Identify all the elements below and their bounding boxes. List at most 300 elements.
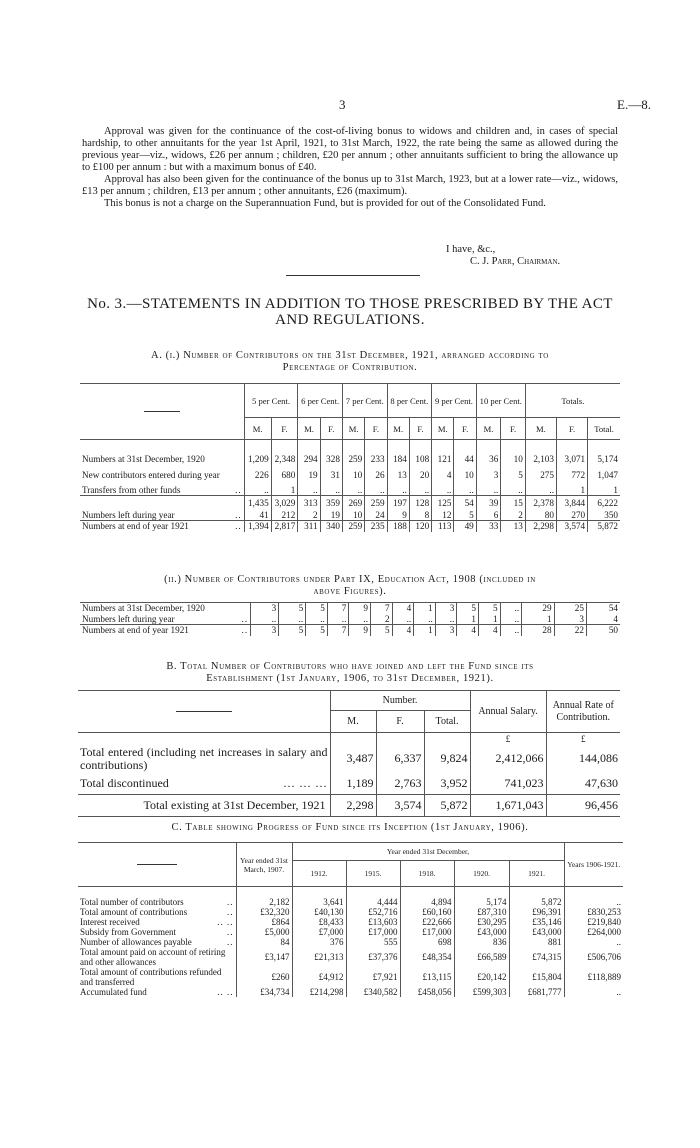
row-label: Total amount of contributions refunded and transferred — [80, 966, 222, 987]
table-row — [78, 937, 623, 947]
table-b-cell: 2,298 — [330, 795, 376, 817]
table-cell: £60,160 — [400, 907, 454, 917]
table-cell: £214,298 — [292, 987, 346, 997]
table-c-year-header: 1921. — [509, 861, 564, 887]
table-a2-caption-line1: (ii.) Number of Contributors under Part IX, Education Act, 1908 (included in — [164, 574, 536, 585]
table-cell: 26 — [365, 465, 387, 485]
table-cell: 340 — [320, 521, 342, 532]
table-cell: 188 — [387, 521, 409, 532]
table-b-caption — [82, 661, 618, 685]
intro-paragraph-1: Approval was given for the continuance of the cost-of-living bonus to widows and children and, in cases of special hardship, to other annuitants for the year 1st April, 1921, to 31st March, 1922, the rate being the same as allowed during the previous year—viz., widows, £26 per annum ; children, £20 per annum ; other annuitants sufficient to bring the allowance up to £100 per annum : but with a maximum bonus of £40. — [82, 126, 618, 173]
table-cell: £506,706 — [564, 947, 623, 967]
table-cell: .. — [279, 614, 306, 625]
table-cell: 1 — [271, 485, 298, 496]
table-cell: 19 — [320, 510, 342, 521]
table-cell: 1 — [457, 614, 479, 625]
table-a-sub: F. — [320, 418, 342, 440]
row-label: Numbers at 31st December, 1920 — [82, 454, 205, 464]
table-c — [78, 842, 623, 997]
table-row — [78, 927, 623, 937]
table-cell: 10 — [342, 465, 364, 485]
table-a-sub: M. — [387, 418, 409, 440]
row-label: Total amount paid on account of retiring and other allowances — [80, 946, 226, 967]
table-cell: .. — [414, 614, 436, 625]
table-cell: £7,000 — [292, 927, 346, 937]
intro-paragraph-3: This bonus is not a charge on the Superannuation Fund, but is provided for out of the Consolidated Fund. — [104, 198, 546, 209]
table-cell: .. — [435, 614, 457, 625]
row-label: Accumulated fund — [80, 986, 147, 997]
table-cell: £5,000 — [236, 927, 292, 937]
table-cell: 555 — [346, 937, 400, 947]
row-label-cell — [78, 937, 236, 947]
table-cell: 1,209 — [244, 454, 271, 465]
table-cell: 4,444 — [346, 897, 400, 907]
table-cell: £48,354 — [400, 947, 454, 967]
signature: C. J. Parr, Chairman. — [470, 256, 561, 267]
table-a-caption-line2: Percentage of Contribution. — [282, 362, 418, 373]
table-cell: 9 — [387, 510, 409, 521]
table-b-cell: 2,412,066 — [470, 745, 546, 773]
row-label-cell — [80, 625, 251, 636]
table-cell: 698 — [400, 937, 454, 947]
intro-paragraph-2: Approval has also been given for the continuance of the bonus up to 31st March, 1923, but at a lower rate—viz., widows, £13 per annum ; children, £13 per annum ; other annuitants, £26 (maximum). — [82, 174, 618, 197]
table-cell: 328 — [320, 454, 342, 465]
table-cell: 772 — [556, 465, 587, 485]
table-b-cell: 144,086 — [546, 745, 620, 773]
row-label: Total number of contributors — [80, 896, 184, 907]
table-cell: £599,303 — [454, 987, 509, 997]
table-cell: 6 — [476, 510, 501, 521]
row-label-cell — [78, 907, 236, 917]
table-cell: 5 — [279, 625, 306, 636]
table-a-sub: M. — [298, 418, 320, 440]
table-c-year-header: 1912. — [292, 861, 346, 887]
table-cell: 1,394 — [244, 521, 271, 532]
table-cell: £830,253 — [564, 907, 623, 917]
table-cell: 128 — [409, 496, 431, 510]
table-cell: 19 — [298, 465, 320, 485]
table-cell: 5 — [501, 465, 526, 485]
table-cell: 313 — [298, 496, 320, 510]
table-cell: 5,872 — [509, 897, 564, 907]
table-cell: 28 — [522, 625, 554, 636]
table-cell: 5,174 — [588, 454, 620, 465]
table-cell: £30,295 — [454, 917, 509, 927]
table-a-caption-line1: A. (i.) Number of Contributors on the 31st December, 1921, arranged according to — [151, 350, 549, 361]
table-cell: 120 — [409, 521, 431, 532]
row-label: Numbers left during year — [82, 509, 175, 520]
table-cell: 359 — [320, 496, 342, 510]
table-row — [80, 465, 620, 485]
row-label: Numbers left during year — [82, 613, 175, 624]
table-a2 — [80, 602, 620, 636]
table-cell: 5 — [306, 603, 328, 614]
table-b-f-header: F. — [376, 711, 424, 733]
table-cell: 6,222 — [588, 496, 620, 510]
table-cell: 5,872 — [588, 521, 620, 532]
table-cell: 41 — [244, 510, 271, 521]
table-a2-caption — [82, 574, 618, 598]
row-label-cell — [80, 496, 244, 510]
row-label: Interest received — [80, 916, 140, 927]
table-a-sub: Total. — [588, 418, 620, 440]
table-cell: 24 — [365, 510, 387, 521]
table-b-cell: 5,872 — [424, 795, 470, 817]
table-row — [80, 454, 620, 465]
table-cell: 5 — [306, 625, 328, 636]
table-cell: 350 — [588, 510, 620, 521]
table-row — [80, 510, 620, 521]
row-label: Numbers at end of year 1921 — [82, 625, 189, 636]
table-b-cell: 3,952 — [424, 773, 470, 795]
table-cell: .. — [525, 485, 556, 496]
row-label-cell — [78, 897, 236, 907]
table-b-cell: 1,189 — [330, 773, 376, 795]
table-cell: 9 — [349, 625, 371, 636]
table-cell: 8 — [409, 510, 431, 521]
row-label: New contributors entered during year — [82, 469, 220, 480]
table-b-caption-line2: Establishment (1st January, 1906, to 31st December, 1921). — [206, 673, 494, 684]
table-cell: £13,603 — [346, 917, 400, 927]
table-cell: £118,889 — [564, 967, 623, 987]
table-b — [78, 690, 620, 817]
leader-dots: .. — [235, 509, 242, 520]
leader-dots: .. — [241, 625, 249, 636]
row-label: Total amount of contributions — [80, 906, 188, 917]
table-cell: .. — [476, 485, 501, 496]
table-cell: £458,056 — [400, 987, 454, 997]
table-cell: 680 — [271, 465, 298, 485]
table-cell: £260 — [236, 967, 292, 987]
table-row — [80, 496, 620, 510]
table-row — [78, 917, 623, 927]
table-cell: 1,435 — [244, 496, 271, 510]
table-b-cell: 1,671,043 — [470, 795, 546, 817]
table-cell: 31 — [320, 465, 342, 485]
table-cell: 1,047 — [588, 465, 620, 485]
leader-dots: .. .. — [217, 916, 234, 927]
table-cell: 376 — [292, 937, 346, 947]
table-cell: 10 — [342, 510, 364, 521]
table-cell: 233 — [365, 454, 387, 465]
table-c-first-header: Year ended 31st March, 1907. — [236, 843, 292, 887]
table-a-group-totals: Totals. — [525, 384, 620, 418]
table-cell: 881 — [509, 937, 564, 947]
table-cell: £8,433 — [292, 917, 346, 927]
table-cell: £20,142 — [454, 967, 509, 987]
row-label-cell — [78, 927, 236, 937]
table-a-sub: M. — [476, 418, 501, 440]
table-cell: £264,000 — [564, 927, 623, 937]
table-cell: 4,894 — [400, 897, 454, 907]
table-cell: 3 — [435, 625, 457, 636]
table-a-group-6: 6 per Cent. — [298, 384, 343, 418]
table-a-corner — [80, 384, 244, 440]
table-cell: 4 — [457, 625, 479, 636]
table-cell: 113 — [432, 521, 454, 532]
table-cell: 184 — [387, 454, 409, 465]
table-cell: 2,103 — [525, 454, 556, 465]
row-label-cell — [78, 917, 236, 927]
table-cell: .. — [392, 614, 414, 625]
table-cell: .. — [500, 625, 522, 636]
table-cell: .. — [298, 485, 320, 496]
table-cell: 259 — [342, 454, 364, 465]
table-cell: .. — [306, 614, 328, 625]
table-b-cell: 3,574 — [376, 795, 424, 817]
table-cell: .. — [454, 485, 476, 496]
table-b-cell: 741,023 — [470, 773, 546, 795]
table-cell: .. — [327, 614, 349, 625]
table-c-corner — [78, 843, 236, 887]
row-label-cell — [80, 485, 244, 496]
leader-dots: .. — [241, 613, 249, 624]
table-row — [78, 987, 623, 997]
table-cell: £43,000 — [509, 927, 564, 937]
row-label-cell — [80, 510, 244, 521]
table-cell: 4 — [478, 625, 500, 636]
table-cell: .. — [387, 485, 409, 496]
table-cell: 2 — [501, 510, 526, 521]
table-cell: 2,817 — [271, 521, 298, 532]
table-c-year-header: 1915. — [346, 861, 400, 887]
table-cell: £21,313 — [292, 947, 346, 967]
table-cell: .. — [432, 485, 454, 496]
table-cell: 275 — [525, 465, 556, 485]
table-b-number-header: Number. — [330, 691, 470, 711]
table-a — [80, 383, 620, 532]
table-cell: 3 — [554, 614, 586, 625]
table-b-cell: 2,763 — [376, 773, 424, 795]
table-cell: 1 — [522, 614, 554, 625]
table-cell: 20 — [409, 465, 431, 485]
table-cell: .. — [409, 485, 431, 496]
row-label: Numbers at 31st December, 1920 — [82, 603, 205, 614]
table-b-cell: 3,487 — [330, 745, 376, 773]
table-cell: 836 — [454, 937, 509, 947]
table-cell: 259 — [342, 521, 364, 532]
table-b-row-label: Total existing at 31st December, 1921 — [143, 798, 326, 812]
table-cell: 3 — [251, 625, 279, 636]
leader-dots: ... ... ... — [283, 775, 328, 790]
table-cell: 197 — [387, 496, 409, 510]
table-b-row-label: Total entered (including net increases in salary and contributions) — [80, 744, 328, 772]
page-number: 3 — [339, 97, 346, 112]
table-cell: 125 — [432, 496, 454, 510]
table-cell: 2,298 — [525, 521, 556, 532]
table-cell: 5 — [279, 603, 306, 614]
table-cell: £66,589 — [454, 947, 509, 967]
table-row — [78, 897, 623, 907]
table-cell: £4,912 — [292, 967, 346, 987]
row-label-cell — [78, 947, 236, 967]
table-cell: 108 — [409, 454, 431, 465]
table-cell: £74,315 — [509, 947, 564, 967]
table-cell: 49 — [454, 521, 476, 532]
intro-text — [82, 126, 618, 210]
table-cell: 121 — [432, 454, 454, 465]
table-cell: £17,000 — [400, 927, 454, 937]
table-a-sub: F. — [365, 418, 387, 440]
table-cell: £96,391 — [509, 907, 564, 917]
table-a-group-5: 5 per Cent. — [244, 384, 298, 418]
page-reference: E.—8. — [617, 97, 651, 112]
table-cell: 12 — [432, 510, 454, 521]
table-a-group-7: 7 per Cent. — [342, 384, 387, 418]
table-cell: .. — [501, 485, 526, 496]
table-cell: 13 — [501, 521, 526, 532]
row-label-cell — [78, 987, 236, 997]
table-row — [80, 603, 620, 614]
pound-sign: £ — [470, 733, 546, 745]
table-cell: 2,182 — [236, 897, 292, 907]
table-cell: 3 — [435, 603, 457, 614]
table-cell: 259 — [365, 496, 387, 510]
table-b-rate-header: Annual Rate of Contribution. — [546, 691, 620, 733]
table-cell: £32,320 — [236, 907, 292, 917]
table-cell: .. — [251, 614, 279, 625]
table-cell: .. — [365, 485, 387, 496]
table-b-cell: 6,337 — [376, 745, 424, 773]
table-b-caption-line1: B. Total Number of Contributors who have joined and left the Fund since its — [166, 661, 534, 672]
table-cell: 2,378 — [525, 496, 556, 510]
table-cell: £340,582 — [346, 987, 400, 997]
table-cell: 2,348 — [271, 454, 298, 465]
table-cell: .. — [564, 897, 623, 907]
table-cell: 3,574 — [556, 521, 587, 532]
table-cell: 5 — [454, 510, 476, 521]
table-cell: 3,029 — [271, 496, 298, 510]
table-cell: 1 — [414, 625, 436, 636]
table-cell: £864 — [236, 917, 292, 927]
table-cell: 54 — [454, 496, 476, 510]
table-cell: .. — [564, 987, 623, 997]
table-cell: 3 — [476, 465, 501, 485]
table-cell: 25 — [554, 603, 586, 614]
table-cell: 39 — [476, 496, 501, 510]
table-cell: .. — [500, 614, 522, 625]
table-cell: 5 — [478, 603, 500, 614]
table-cell: 4 — [586, 614, 620, 625]
table-cell: 54 — [586, 603, 620, 614]
table-cell: 4 — [392, 625, 414, 636]
table-c-group-header: Year ended 31st December, — [292, 843, 564, 861]
leader-dots: .. — [235, 484, 242, 495]
table-row — [80, 625, 620, 636]
table-cell: £15,804 — [509, 967, 564, 987]
table-cell: 22 — [554, 625, 586, 636]
table-cell: .. — [500, 603, 522, 614]
table-cell: 1 — [556, 485, 587, 496]
table-cell: £22,666 — [400, 917, 454, 927]
table-cell: 10 — [501, 454, 526, 465]
row-label: Transfers from other funds — [82, 484, 181, 495]
table-row — [78, 907, 623, 917]
table-cell: .. — [349, 614, 371, 625]
table-cell: £40,130 — [292, 907, 346, 917]
table-a-sub: F. — [271, 418, 298, 440]
table-c-caption: C. Table showing Progress of Fund since its Inception (1st January, 1906). — [171, 822, 529, 833]
table-cell: 2 — [370, 614, 392, 625]
table-cell: 7 — [327, 625, 349, 636]
table-a-sub: F. — [409, 418, 431, 440]
table-a-caption — [82, 350, 618, 374]
table-cell: 3,071 — [556, 454, 587, 465]
table-cell: 50 — [586, 625, 620, 636]
table-cell: .. — [564, 937, 623, 947]
table-cell: 7 — [370, 603, 392, 614]
table-cell: £37,376 — [346, 947, 400, 967]
row-label-cell — [80, 603, 251, 614]
table-a-group-10: 10 per Cent. — [476, 384, 525, 418]
table-cell: 3 — [251, 603, 279, 614]
table-cell: .. — [320, 485, 342, 496]
row-label: Numbers at end of year 1921 — [82, 521, 189, 532]
table-b-m-header: M. — [330, 711, 376, 733]
table-cell: 84 — [236, 937, 292, 947]
table-a-sub: M. — [244, 418, 271, 440]
table-cell: £13,115 — [400, 967, 454, 987]
table-cell: 4 — [432, 465, 454, 485]
table-a-group-8: 8 per Cent. — [387, 384, 432, 418]
table-cell: 294 — [298, 454, 320, 465]
table-cell: 29 — [522, 603, 554, 614]
table-cell: 235 — [365, 521, 387, 532]
table-b-row — [78, 773, 330, 795]
table-cell: 9 — [349, 603, 371, 614]
table-cell: £7,921 — [346, 967, 400, 987]
table-cell: 80 — [525, 510, 556, 521]
table-cell: 1 — [478, 614, 500, 625]
table-c-year-header: 1918. — [400, 861, 454, 887]
table-cell: 5 — [370, 625, 392, 636]
table-cell: 3,641 — [292, 897, 346, 907]
table-b-salary-header: Annual Salary. — [470, 691, 546, 733]
row-label-cell — [80, 454, 244, 465]
leader-dots: .. — [227, 926, 234, 937]
table-cell: £17,000 — [346, 927, 400, 937]
table-a-sub: M. — [525, 418, 556, 440]
divider-rule — [286, 275, 420, 276]
table-row — [80, 614, 620, 625]
leader-dots: .. .. — [217, 986, 234, 997]
leader-dots: .. — [227, 896, 234, 907]
pound-sign: £ — [546, 733, 620, 745]
table-b-cell: 47,630 — [546, 773, 620, 795]
table-b-cell: 9,824 — [424, 745, 470, 773]
table-cell: 10 — [454, 465, 476, 485]
table-b-corner — [78, 691, 330, 733]
table-row — [80, 521, 620, 532]
row-label-cell — [80, 465, 244, 485]
table-a-sub: F. — [454, 418, 476, 440]
table-cell: £34,734 — [236, 987, 292, 997]
table-a-sub: M. — [342, 418, 364, 440]
table-a-group-9: 9 per Cent. — [432, 384, 477, 418]
table-cell: £87,310 — [454, 907, 509, 917]
table-cell: £3,147 — [236, 947, 292, 967]
table-cell: .. — [244, 485, 271, 496]
table-cell: £219,840 — [564, 917, 623, 927]
table-cell: 5 — [457, 603, 479, 614]
table-b-row-label: Total discontinued — [80, 775, 169, 790]
section-title: No. 3.—STATEMENTS IN ADDITION TO THOSE PRESCRIBED BY THE ACT AND REGULATIONS. — [87, 296, 613, 328]
table-cell: £43,000 — [454, 927, 509, 937]
row-label: Subsidy from Government — [80, 926, 176, 937]
table-b-cell: 96,456 — [546, 795, 620, 817]
table-a-sub: M. — [432, 418, 454, 440]
table-cell: 226 — [244, 465, 271, 485]
